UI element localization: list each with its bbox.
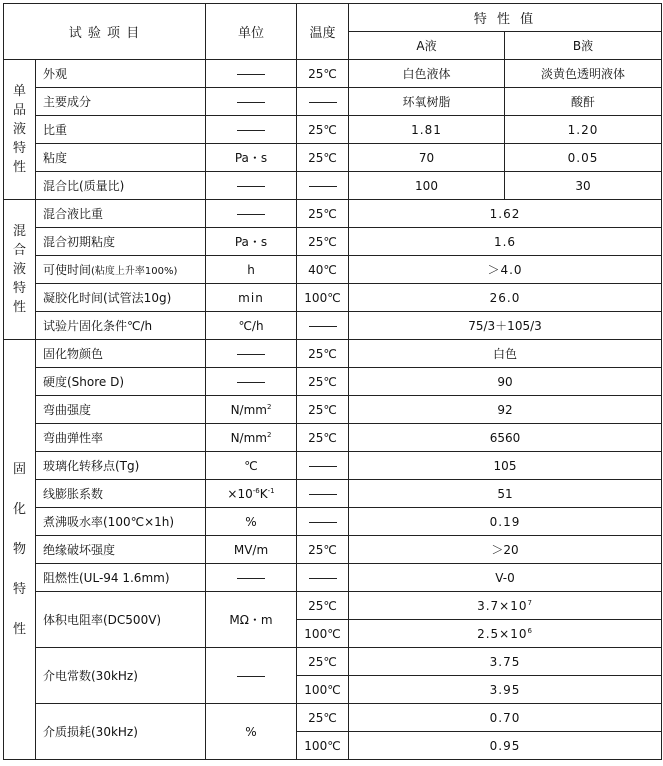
item-label: 线膨胀系数 xyxy=(36,480,206,508)
item-label: 主要成分 xyxy=(36,88,206,116)
unit-cell: min xyxy=(206,284,297,312)
dash-mark xyxy=(237,382,265,383)
value-cell: 0.70 xyxy=(349,704,662,732)
header-temperature: 温度 xyxy=(297,4,349,60)
header-liquid-a: A液 xyxy=(349,32,505,60)
dash-mark xyxy=(309,578,337,579)
temp-cell: 25℃ xyxy=(297,424,349,452)
group-single-liquid: 单 品 液 特 性 xyxy=(4,60,36,200)
value-cell: 75/3＋105/3 xyxy=(349,312,662,340)
dash-mark xyxy=(237,74,265,75)
value-cell: 0.95 xyxy=(349,732,662,760)
unit-cell: % xyxy=(206,704,297,760)
item-label: 可使时间(粘度上升率100%) xyxy=(36,256,206,284)
unit-cell: Pa・s xyxy=(206,144,297,172)
dash-mark xyxy=(237,578,265,579)
temp-cell xyxy=(297,564,349,592)
temp-cell xyxy=(297,172,349,200)
temp-cell: 25℃ xyxy=(297,228,349,256)
temp-cell xyxy=(297,312,349,340)
value-cell: 1.6 xyxy=(349,228,662,256)
group-mixed-liquid: 混 合 液 特 性 xyxy=(4,200,36,340)
item-label: 介质损耗(30kHz) xyxy=(36,704,206,760)
unit-cell: h xyxy=(206,256,297,284)
dash-mark xyxy=(309,522,337,523)
temp-cell: 25℃ xyxy=(297,116,349,144)
value-a: 70 xyxy=(349,144,505,172)
unit-cell xyxy=(206,116,297,144)
unit-cell xyxy=(206,340,297,368)
item-label: 混合比(质量比) xyxy=(36,172,206,200)
unit-cell: MV/m xyxy=(206,536,297,564)
item-label: 玻璃化转移点(Tg) xyxy=(36,452,206,480)
unit-cell: $N/mm^2$ xyxy=(206,396,297,424)
value-cell: 105 xyxy=(349,452,662,480)
properties-table xyxy=(3,3,662,760)
unit-cell: $\times 10^{-6}K^{-1}$ xyxy=(206,480,297,508)
item-label: 体积电阻率(DC500V) xyxy=(36,592,206,648)
header-liquid-b: B液 xyxy=(505,32,662,60)
unit-cell xyxy=(206,200,297,228)
temp-cell xyxy=(297,508,349,536)
value-b: 1.20 xyxy=(505,116,662,144)
temp-cell xyxy=(297,452,349,480)
item-label: 固化物颜色 xyxy=(36,340,206,368)
dash-mark xyxy=(237,130,265,131)
temp-cell: 25℃ xyxy=(297,144,349,172)
unit-cell: Pa・s xyxy=(206,228,297,256)
temp-cell: 25℃ xyxy=(297,60,349,88)
item-label: 混合初期粘度 xyxy=(36,228,206,256)
header-property-value: 特 性 值 xyxy=(349,4,662,32)
temp-cell: 25℃ xyxy=(297,704,349,732)
item-label: 比重 xyxy=(36,116,206,144)
header-unit: 单位 xyxy=(206,4,297,60)
unit-cell xyxy=(206,60,297,88)
dash-mark xyxy=(309,186,337,187)
item-label: 弯曲弹性率 xyxy=(36,424,206,452)
dash-mark xyxy=(309,466,337,467)
temp-cell: 25℃ xyxy=(297,368,349,396)
item-label: 粘度 xyxy=(36,144,206,172)
group-cured-product: 固 化 物 特 性 xyxy=(4,340,36,760)
temp-cell: 25℃ xyxy=(297,340,349,368)
value-cell: 0.19 xyxy=(349,508,662,536)
value-cell: 51 xyxy=(349,480,662,508)
value-cell: 90 xyxy=(349,368,662,396)
item-label: 试验片固化条件℃/h xyxy=(36,312,206,340)
unit-cell: MΩ・m xyxy=(206,592,297,648)
temp-cell: 100℃ xyxy=(297,284,349,312)
item-note: (粘度上升率100%) xyxy=(91,266,178,277)
dash-mark xyxy=(237,354,265,355)
value-cell: ＞4.0 xyxy=(349,256,662,284)
temp-cell: 25℃ xyxy=(297,200,349,228)
unit-cell: ℃/h xyxy=(206,312,297,340)
value-cell: 3.95 xyxy=(349,676,662,704)
temp-cell: 100℃ xyxy=(297,732,349,760)
temp-cell: 100℃ xyxy=(297,620,349,648)
dash-mark xyxy=(309,102,337,103)
item-label: 弯曲强度 xyxy=(36,396,206,424)
value-b: 30 xyxy=(505,172,662,200)
unit-cell xyxy=(206,88,297,116)
item-label: 阻燃性(UL-94 1.6mm) xyxy=(36,564,206,592)
header-test-item: 试 验 项 目 xyxy=(4,4,206,60)
dash-mark xyxy=(309,494,337,495)
value-cell: $3.7\times 10^7$ xyxy=(349,592,662,620)
value-b: 淡黄色透明液体 xyxy=(505,60,662,88)
item-label: 绝缘破坏强度 xyxy=(36,536,206,564)
dash-mark xyxy=(237,102,265,103)
value-b: 0.05 xyxy=(505,144,662,172)
value-cell: ＞20 xyxy=(349,536,662,564)
temp-cell: 25℃ xyxy=(297,536,349,564)
unit-cell xyxy=(206,172,297,200)
value-cell: 92 xyxy=(349,396,662,424)
temp-cell: 40℃ xyxy=(297,256,349,284)
value-a: 100 xyxy=(349,172,505,200)
value-cell: 26.0 xyxy=(349,284,662,312)
temp-cell xyxy=(297,88,349,116)
temp-cell: 25℃ xyxy=(297,648,349,676)
dash-mark xyxy=(237,186,265,187)
item-label: 介电常数(30kHz) xyxy=(36,648,206,704)
dash-mark xyxy=(237,676,265,677)
item-label: 外观 xyxy=(36,60,206,88)
item-label: 硬度(Shore D) xyxy=(36,368,206,396)
unit-cell xyxy=(206,368,297,396)
value-cell: 3.75 xyxy=(349,648,662,676)
value-a: 白色液体 xyxy=(349,60,505,88)
value-cell: 白色 xyxy=(349,340,662,368)
unit-cell xyxy=(206,564,297,592)
value-cell: 1.62 xyxy=(349,200,662,228)
temp-cell: 100℃ xyxy=(297,676,349,704)
value-cell: $2.5\times 10^6$ xyxy=(349,620,662,648)
value-cell: V-0 xyxy=(349,564,662,592)
unit-cell xyxy=(206,648,297,704)
value-b: 酸酐 xyxy=(505,88,662,116)
temp-cell: 25℃ xyxy=(297,396,349,424)
item-label: 煮沸吸水率(100℃×1h) xyxy=(36,508,206,536)
value-cell: 6560 xyxy=(349,424,662,452)
temp-cell: 25℃ xyxy=(297,592,349,620)
item-label: 凝胶化时间(试管法10g) xyxy=(36,284,206,312)
value-a: 环氧树脂 xyxy=(349,88,505,116)
item-label: 混合液比重 xyxy=(36,200,206,228)
dash-mark xyxy=(237,214,265,215)
value-a: 1.81 xyxy=(349,116,505,144)
temp-cell xyxy=(297,480,349,508)
dash-mark xyxy=(309,326,337,327)
unit-cell: % xyxy=(206,508,297,536)
unit-cell: ℃ xyxy=(206,452,297,480)
unit-cell: $N/mm^2$ xyxy=(206,424,297,452)
